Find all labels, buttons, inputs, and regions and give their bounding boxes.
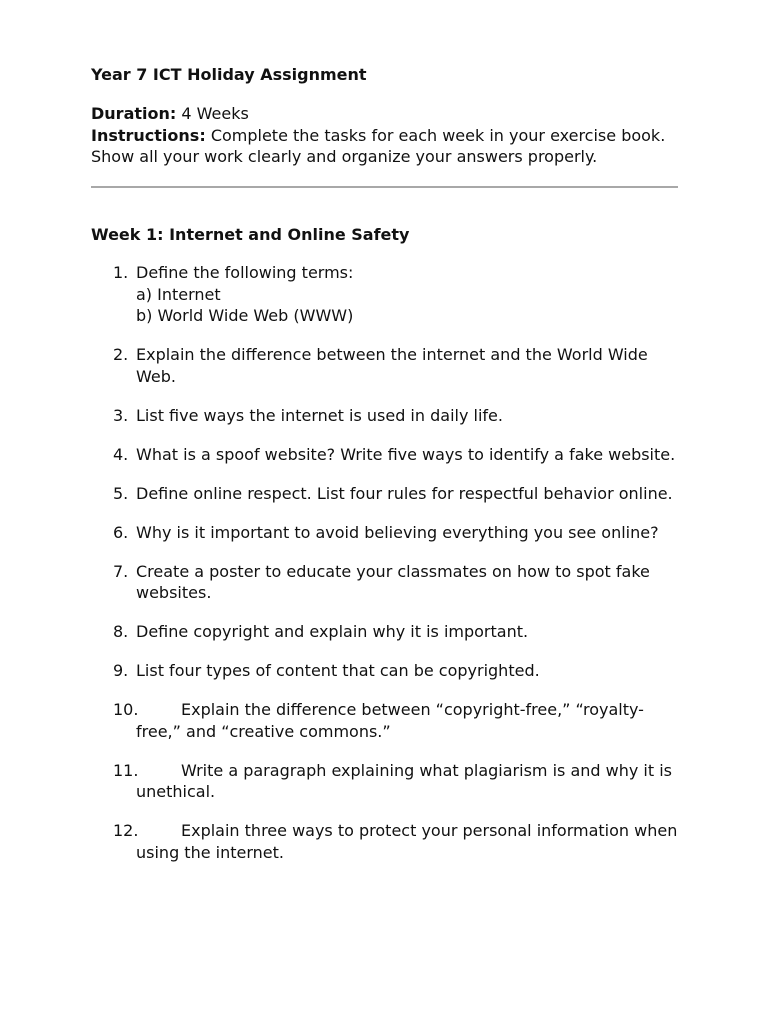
instructions-line-2: Show all your work clearly and organize your answers properly. <box>91 147 598 166</box>
task-text-body: Write a paragraph explaining what plagiarism is and why it is unethical. <box>136 760 672 801</box>
task-item <box>113 561 683 604</box>
task-item <box>113 621 683 643</box>
task-item <box>113 522 683 544</box>
task-item <box>113 483 683 505</box>
assignment-details <box>91 103 691 168</box>
task-number: 9. <box>113 661 129 680</box>
task-number: 4. <box>113 444 129 464</box>
task-text: List four types of content that can be copyrighted. <box>136 661 540 680</box>
horizontal-rule <box>91 186 678 188</box>
task-text-body: Explain the difference between “copyright-free,” “royalty-free,” and “creative commons.” <box>136 700 644 741</box>
task-text: Define online respect. List four rules for respectful behavior online. <box>136 483 673 503</box>
duration-line <box>91 103 691 125</box>
task-number: 2. <box>113 345 129 364</box>
task-item <box>113 344 683 387</box>
task-subitem: a) Internet <box>136 284 221 304</box>
task-text: Create a poster to educate your classmates on how to spot fake websites. <box>136 561 650 602</box>
task-text <box>136 820 683 863</box>
task-subitem: b) World Wide Web (WWW) <box>136 306 354 325</box>
task-text <box>136 699 683 742</box>
instructions-text: Complete the tasks for each week in your exercise book. <box>210 125 666 145</box>
task-item <box>113 760 683 803</box>
task-item <box>113 262 683 327</box>
task-item <box>113 444 683 466</box>
instructions-label: Instructions: <box>91 125 206 145</box>
task-text: List five ways the internet is used in daily life. <box>136 405 503 425</box>
task-item <box>113 699 683 742</box>
task-number: 6. <box>113 522 129 542</box>
task-text-body: Explain three ways to protect your personal information when using the internet. <box>136 821 678 862</box>
task-number: 7. <box>113 561 129 581</box>
task-number: 1. <box>113 263 129 282</box>
duration-value: 4 Weeks <box>181 104 249 123</box>
task-number: 11. <box>113 760 139 780</box>
task-item <box>113 660 683 682</box>
week-1-heading: Week 1: Internet and Online Safety <box>91 225 410 244</box>
task-text: What is a spoof website? Write five ways to identify a fake website. <box>136 444 676 464</box>
document-title: Year 7 ICT Holiday Assignment <box>91 65 367 84</box>
task-number: 5. <box>113 483 129 503</box>
instructions-line <box>91 125 691 147</box>
task-item <box>113 405 683 427</box>
task-item <box>113 820 683 863</box>
task-text <box>136 760 683 803</box>
task-text: Explain the difference between the internet and the World Wide Web. <box>136 345 648 386</box>
task-number: 8. <box>113 622 129 641</box>
task-text: Define the following terms: <box>136 263 354 282</box>
task-text: Define copyright and explain why it is important. <box>136 622 529 641</box>
task-number: 12. <box>113 821 139 840</box>
task-number: 10. <box>113 700 139 719</box>
task-number: 3. <box>113 405 129 425</box>
week-1-task-list <box>113 262 683 881</box>
duration-label: Duration: <box>91 104 177 123</box>
task-text: Why is it important to avoid believing everything you see online? <box>136 522 659 542</box>
